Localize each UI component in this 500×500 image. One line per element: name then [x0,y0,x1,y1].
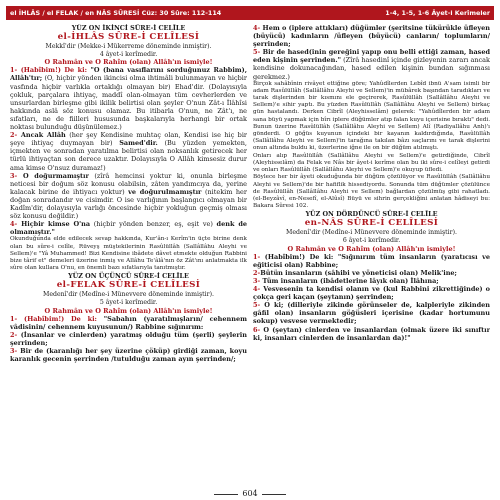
verse-number: 2- [253,268,261,277]
felak-subtitle-2: 5 âyet-i kerîmedir. [99,299,158,307]
verse-text: (zîrâ hemcinsi yoktur ki, onunla birleşme neticesi bir doğum söz konusu olabilsin, zâten yandımcıya da, yerine kalacak birine de ihtiyacı yoktur) [10,171,247,196]
nas-subtitle-1: Medenî'dir (Medîne-i Münevvere döneminde inmiştir). [286,229,457,237]
verse-number: 2- [10,330,21,339]
verse-emphasis: Ancak Allâh [20,131,66,140]
felak-footnote-3: Böylece her bir âyeti okuduğunda bir düğüm çözülüyor ve Rasûlüllâh (Sallâllâhu Aleyhi ve Sellem)'de bir hafiflik hissediyordu. Sonunda tüm düğümler çözülünce de Rasûlüllâh (Sallâllâhu Aleyhi ve Sellem) bağlardan çözülmüş gibi rahatladı. (el-Beyzâvî, en-Nesefî, el-Alûsî) Büyü ve sihrin gerçekliğini anlatan hâdiseyi bu: Bakara Sûresi 102. [253,174,490,210]
ihlas-footnote: Okunduğunda elde edilecek sevap hakkında, Kur'ân-ı Kerîm'in üçte birine denk olan bu sûre-i celîle, Rüveyş müştekilerinin Rasûlüllâh (Sallâllâhu Aleyhi ve Sellem)'e "Yâ Muhammed! Bizi Kendisine ibâdete dâvet etmekte olduğun Rabbini bize târif et" demeleri üzerine inmiş ve Allâhu Te'âlâ'nın öz Zât'ını anlatmakta ilk sûre olan kullara O'nu, en önemli bazı sıfatlarıyla tanıtmıştır. [10,236,247,272]
nas-basmala: O Rahmân ve O Rahîm (olan) Allâh'ın ismiyle! [287,244,456,253]
nas-subtitle-2: 6 âyet-i kerîmedir. [342,237,401,244]
verse-text: Bir de hased(inin gereğini yapıp onu belli ettiği zaman, hased eden kişinin şerrinden." [253,48,490,65]
verse-number: 3- [10,171,23,180]
verse-number: 3- [10,347,21,356]
nas-verse-5 [253,301,490,325]
verse-number: 4- [253,285,264,294]
verse-text: (Habîbim!) De ki: "Sığınırım tüm insanların (yaratıcısı ve eğiticisi olan) Rabbine; [253,252,490,269]
header-left: el İHLÂS / el FELAK / en NÂS SÛRESİ Cüz: 30 Sûre: 112-114 [10,9,222,17]
felak-subtitle-1: Medenî'dir (Medîne-i Münevvere döneminde inmiştir). [43,291,214,299]
verse-number: 6- [253,325,264,334]
page-header-bar [6,6,494,20]
ihlas-subtitle-1: Mekkî'dir (Mekke-i Mükerreme döneminde inmiştir). [45,43,212,51]
nas-caption: YÜZ ON DÖRDÜNCÜ SÛRE-İ CELÎLE [305,210,438,219]
verse-emphasis: O doğurmamıştır [22,171,89,180]
verse-text: (her şey Kendisine muhtaç olan, Kendisi ise hiç bir şeye ihtiyaç duymayan bir) [10,131,247,148]
felak-caption: YÜZ ON ÜÇÜNCÜ SÛRE-İ CELÎLE [68,272,189,281]
ihlas-caption: YÜZ ON İKİNCİ SÛRE-İ CELÎLE [71,24,186,32]
verse-text: Bütün insanların (sâhibi ve yöneticisi olan) Melik'ine; [260,268,457,277]
verse-text: (hiçbir yönden benzer, eş, eşit ve) [90,220,217,229]
verse-number: 1- (Habîbim!) De ki: [10,314,104,323]
verse-text: O ki; (dilleriyle zikinde görünseler de, kalpleriyle zikinden gâfil olan) insanların göğüsleri içerisine (kadar hortumunu sokup) vesvese vermektedir; [253,301,490,326]
verse-text: (Zîrâ hasedinî içinde gizleyenin zararı ancak kendisine dokunacağından, hased edilen kişinin bundan sığınması gerekmez.) [253,56,490,81]
page-number: 604 [0,489,500,498]
verse-text: Vesvesenin ta kendisi olanın ve (kul Rabbini zikrettiğinde) o çokça geri kaçan (şeytanın) şerrinden; [253,285,490,302]
felak-verse-1 [10,315,247,331]
verse-number: 3- [253,276,263,285]
felak-title: el-FELAK SÛRE-İ CELÎLESİ [56,280,201,291]
nas-title: en-NÂS SÛRE-İ CELÎLESİ [304,218,439,229]
text-columns [10,24,490,484]
nas-verse-4 [253,285,490,301]
verse-emphasis: Hiçbir kimse O'na [21,220,91,229]
nas-verse-2 [253,269,490,277]
ihlas-verse-3 [10,172,247,221]
verse-text: Tüm insanların (ibâdetlerine lâyık olan) İlâhına; [262,276,439,285]
verse-emphasis: denk de olmamıştır." [10,220,247,237]
ihlas-subtitle-2: 4 âyet-i kerîmedir. [99,50,158,58]
left-column [10,24,247,484]
verse-text: (nitekim her doğan sonradandır ve cisimdir. O ise varlığının başlangıcı olmayan bir Kadîm'dir, dolayısıyla varlığı öncesinde hiçbir yokluğun geçmiş olması söz konusu değildir.) [10,187,247,221]
verse-text: Bir de (karanlığı her şey üzerine çöküp) girdiği zaman, koyu karanlık gecenin şerrinden /tutulduğu zaman ayın şerrinden/; [10,347,247,364]
ihlas-basmala: O Rahmân ve O Rahîm (olan) Allâh'ın ismiyle! [44,58,213,67]
felak-footnote-2: Onları alıp Rasûlüllâh (Sallâllâhu Aleyhi ve Sellem)'e getirdiğinde, Cibrîl (Aleyhisselâm) da Felak ve Nâs bir âyet-i kerîme olan bu iki sûre-i celîleyi getirdi ve onları Rasûlüllâh (Sallâllâhu Aleyhi ve Sellem)'e okuyup üfledi. [253,152,490,174]
verse-emphasis: Samed'dir. [119,139,158,148]
felak-footnote-1: Birçok sahâbînin rivâyet ettiğine göre; Yahûdîlerden Lebîd ibnü A'sam isimli bir adam Rasûlüllâh (Sallâllâhu Aleyhi ve Sellem)'in mübârek başından taradıkları ve tarak dişlerinden bir kısmını ele geçirerek, Rasûlüllâh (Sallâllâhu Aleyhi ve Sellem)'e sihir yaptı. Bu yüzden Rasûlüllâh (Sallâllâhu Aleyhi ve Sellem) birkaç gün hastalandı. Derken Cibrîl (Aleyhisselâm) gelerek: "Yahûdîlerden bir adam sana büyü yapmak için bîrı iplere düğümler atıp falan kuyu içerisine bıraktı" dedi. Bunun üzerine Rasûlüllâh (Sallâllâhu Aleyhi ve Sellem) Alî (Radiyallâhu Anh)'ı gönderdi. O göğüs kuyunun içindeki bir kayanın kaldırdığında, Rasûlüllâh (Sallâllâhu Aleyhi ve Sellem)'in tarağına takılan bâzı saçlarını ve tarak dişlerini onun altında buldu ki, üzerlerine iğne ile on bir düğüm atılmıştı. [253,80,490,152]
verse-emphasis: "Sabahın (yaratılmışların/ cehennem vâdisinin/ cehennem kuyusunun/) Rabbine sığınırım: [10,314,247,331]
nas-verse-1 [253,253,490,269]
verse-emphasis: "O (bana vasıflarını sorduğunuz Rabbim), Allâh'tır; [10,66,247,83]
nas-verse-6 [253,326,490,342]
felak-verse-4 [253,24,490,48]
verse-number: 1- [253,252,265,261]
verse-text: O (şeytan) cinlerden ve insanlardan (olmak üzere iki sınıftır ki, insanları cinlerden de insanlardan da)!" [253,325,490,342]
verse-number: 5- [253,301,265,310]
right-column [253,24,490,484]
verse-emphasis: ve doğurulmamıştır [128,187,202,196]
ihlas-title: el-İHLÂS SÛRE-İ CELÎLESİ [57,32,200,43]
verse-number: 5- [253,48,263,57]
ihlas-verse-1 [10,66,247,131]
ihlas-verse-4 [10,220,247,236]
verse-text: (O, hiçbir yönden ikincisi olma ihtimâli bulunmayan ve hiçbir vasfında hiçbir varlıkla ortaklığı olmayan bir) Ehad'dir. (Dolayısıyla çokluk, parçalara ihtiyaç, maddî olan-olmayan tüm cevherlerden ve unsurlardan birleşme gibi ikilik belirtisi olan şeyler O'nun Zât-ı İlâhîsi hakkında aslâ söz konusu olamaz. Bu itibarla O'nun, ne Zât'ı, ne sıfatları, ne de fiilleri hususunda başkalarıyla herhangi bir ortak noktası bulunduğu düşünülemez.) [10,74,247,132]
verse-number: 1- (Habîbim!) De ki: [10,66,91,75]
verse-number: 2- [10,131,21,140]
felak-basmala: O Rahmân ve O Rahîm (olan) Allâh'ın ismiyle! [44,306,213,315]
felak-verse-2 [10,331,247,347]
verse-text: (İnsanlar ve cinlerden) yaratmış olduğu tüm (şerli) şeylerin şerrinden; [10,330,247,348]
ihlas-verse-2 [10,131,247,171]
header-right: 1-4, 1-5, 1-6 Âyet-i Kerîmeler [385,9,490,17]
felak-verse-3 [10,347,247,363]
verse-number: 4- [253,24,263,32]
verse-text: (Bu yüzden yemekten, içmekten ve sonradan yaratılma belirtisi olan noksanlık getirecek her türlü ihtiyaçtan son derece uzaktır. Dolayısıyla O Allâh kimsesiz durur ama kimse O'nsuz duramaz!) [10,139,247,172]
nas-verse-3 [253,277,490,285]
verse-text: Hem o (iplere attıkları) düğümler (şeritsine tükürükle üfleyen (büyücü) kadınların /üfleyen (büyücü) canların/ toplumların/ şerrinden; [253,24,490,49]
felak-verse-5 [253,48,490,80]
verse-number: 4- [10,220,22,229]
